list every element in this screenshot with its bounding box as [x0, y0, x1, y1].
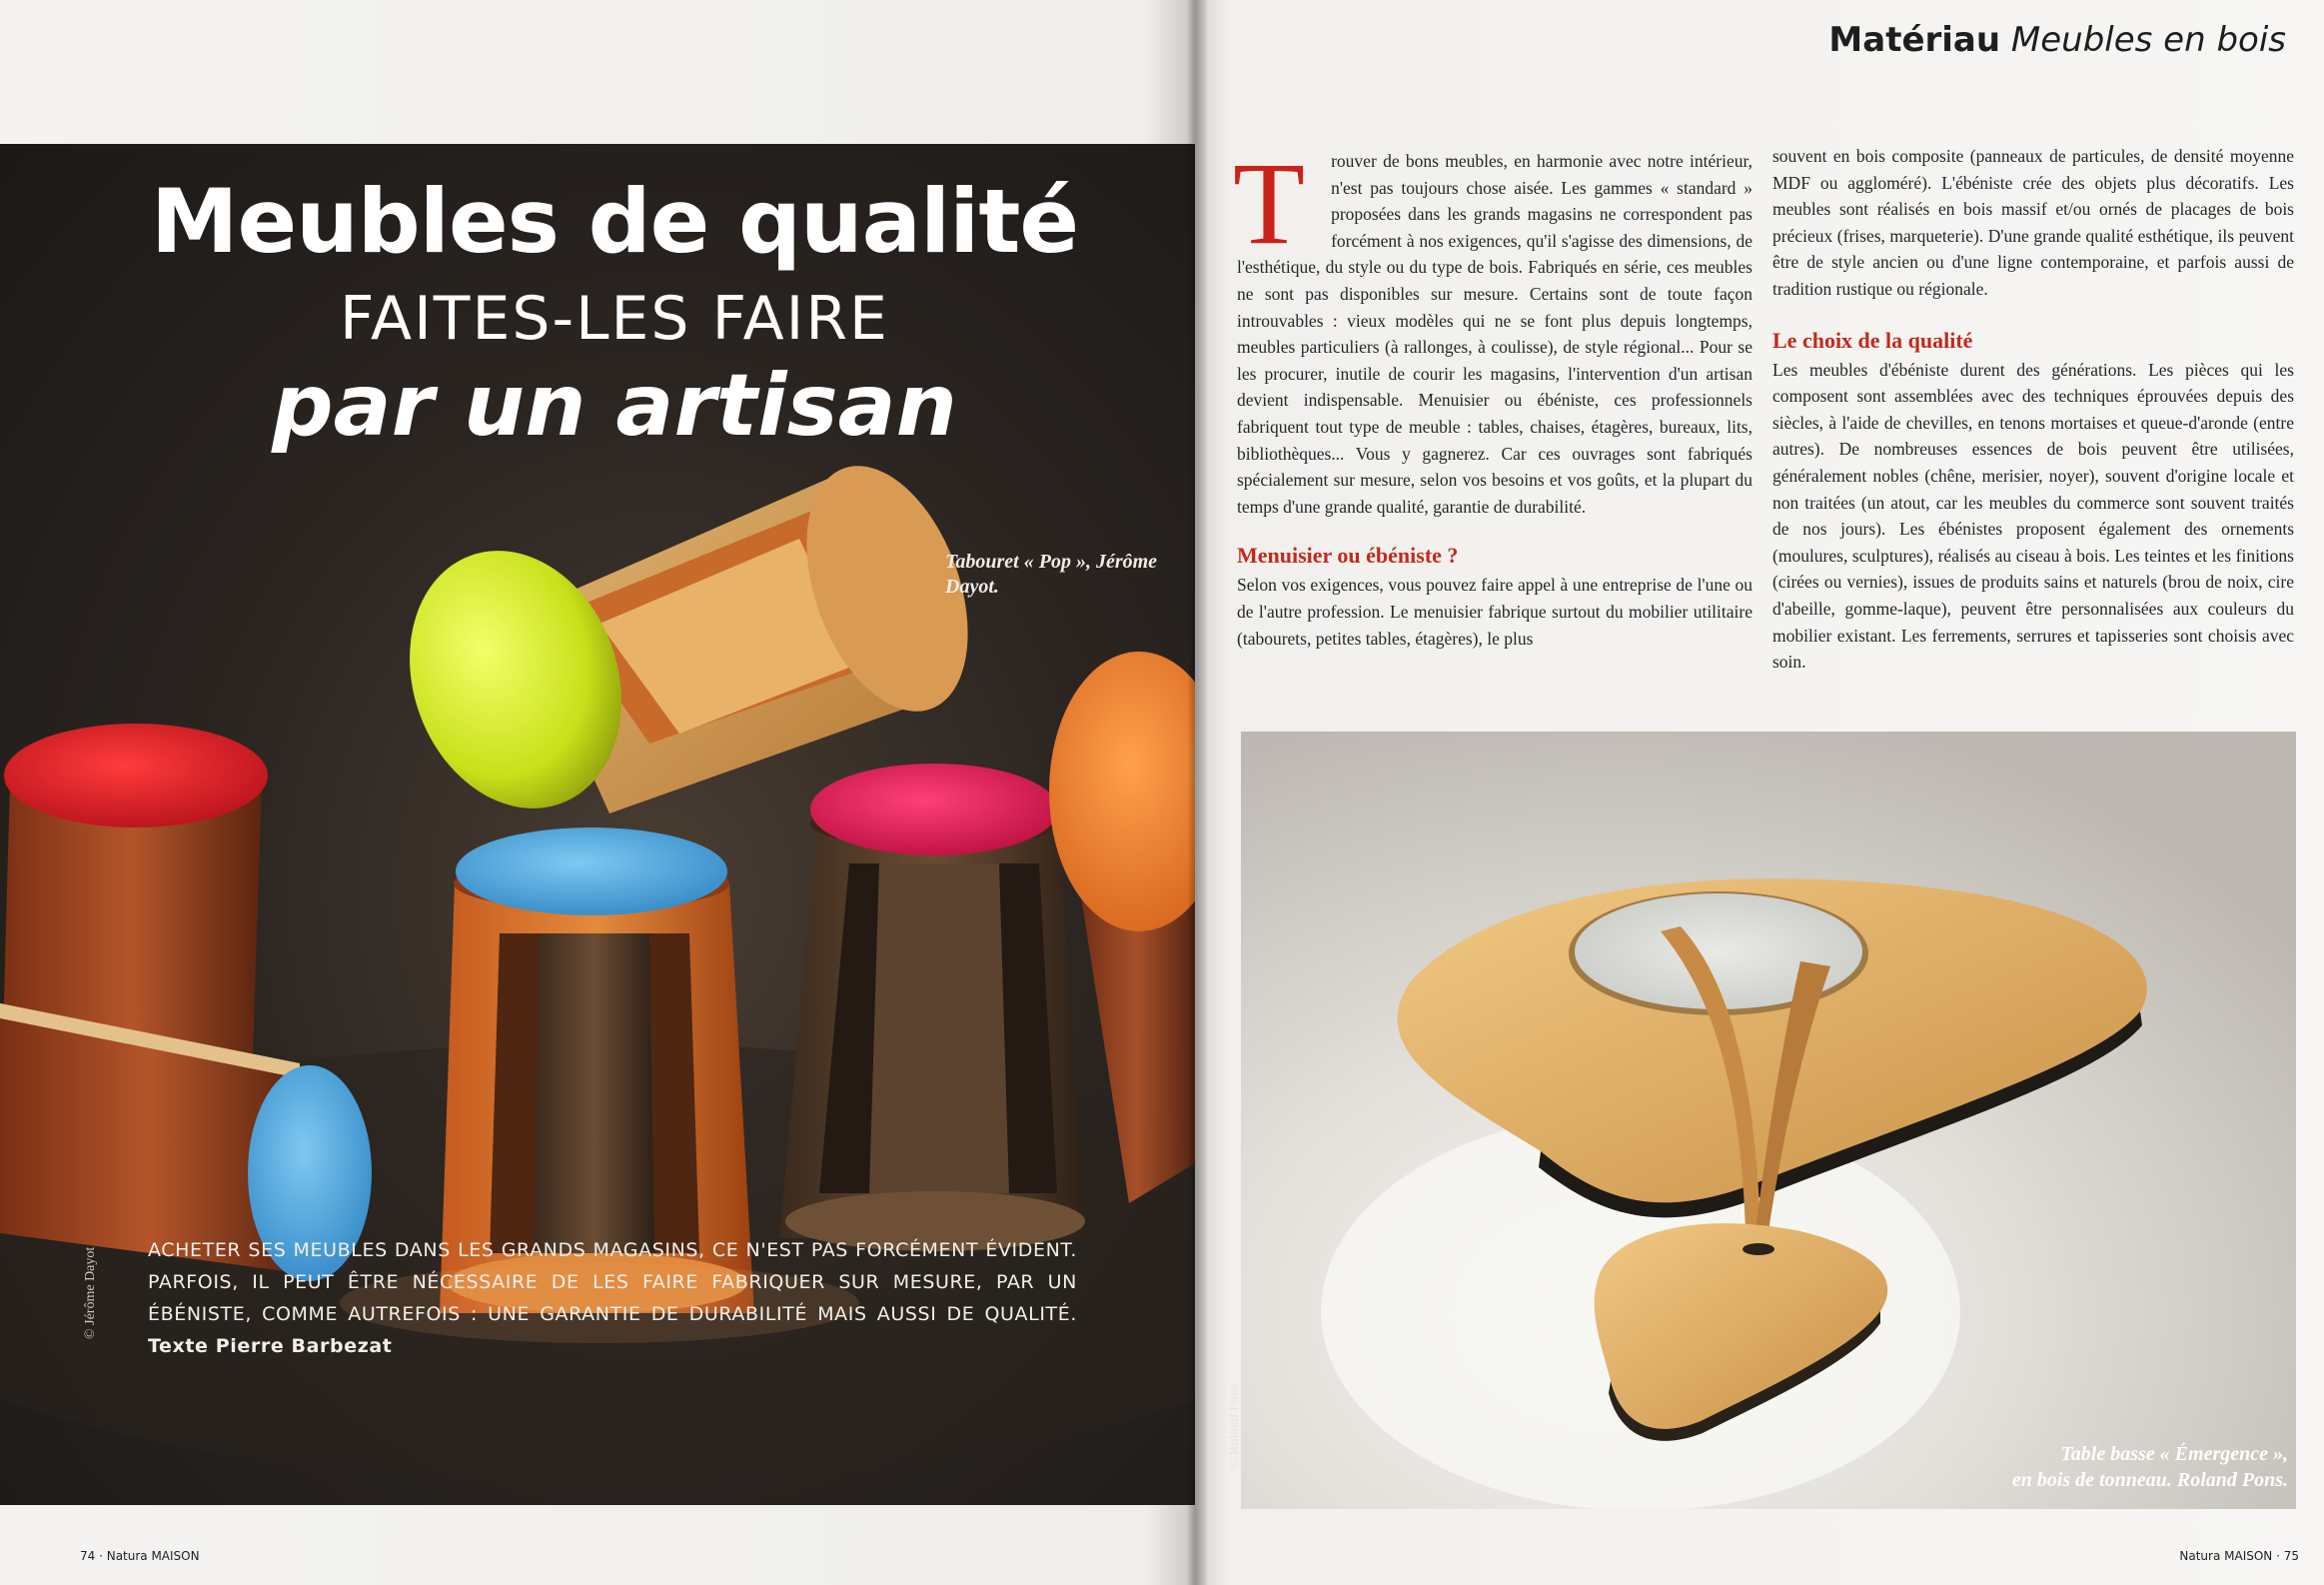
- subheading-menuisier: Menuisier ou ébéniste ?: [1237, 543, 1459, 569]
- headline-main: Meubles de qualité: [150, 170, 1079, 273]
- folio-right: Natura MAISON · 75: [2179, 1549, 2299, 1563]
- right-photo-credit: © Roland Pons: [1227, 1383, 1242, 1469]
- caption-line: Table basse « Émergence »,: [2060, 1443, 2288, 1465]
- coffee-table-illustration: [1241, 732, 2296, 1509]
- section-header: [1828, 20, 2286, 60]
- text-column-2: [1772, 143, 2294, 676]
- article-paragraph: Selon vos exigences, vous pouvez faire appel à une entreprise de l'une ou de l'autre profession. Le menuisier fabrique surtout du mobilier utilitaire (tabourets, petites tables, étagères), le plus: [1237, 575, 1752, 649]
- text-column-1: [1233, 138, 1752, 652]
- headline-sub-italic: par un artisan: [272, 356, 957, 456]
- coffee-table-photo: [1241, 732, 2296, 1509]
- intro-paragraph: [148, 1234, 1077, 1362]
- article-paragraph: [1233, 138, 1752, 520]
- subheading-qualite: Le choix de la qualité: [1772, 327, 1973, 353]
- drop-cap: T: [1233, 138, 1306, 269]
- headline-sub: FAITES-LES FAIRE: [340, 284, 889, 354]
- section-topic: Meubles en bois: [2010, 20, 2286, 60]
- caption-line: en bois de tonneau. Roland Pons.: [2011, 1469, 2288, 1491]
- paragraph-text: rouver de bons meubles, en harmonie avec notre intérieur, n'est pas toujours chose aisée. Les gammes « standard » proposées dans les grands magasins ne correspondent pas forcément à nos exigences, qu'il s'agisse des dimensions, de l'esthétique, du style ou du type de bois. Fabriqués en série, ces meubles ne sont pas disponibles sur mesure. Certains sont de toute façon introuvables : vieux modèles qui ne se font plus depuis longtemps, meubles particuliers (à rallonges, à coulisse), de style régional... Pour se les procurer, inutile de courir les magasins, l'intervention d'un artisan devient indispensable. Menuisier ou ébéniste, ces professionnels fabriquent tout type de meuble : tables, chaises, étagères, bureaux, lits, bibliothèques... Vous y gagnerez. Car ces ouvrages sont fabriqués spécialement sur mesure, selon vos besoins et vos goûts, et la plupart du temps d'une grande qualité, garantie de durabilité.: [1237, 151, 1752, 517]
- article-paragraph: souvent en bois composite (panneaux de particules, de densité moyenne MDF ou aggloméré). L'ébéniste crée des objets plus décoratifs. Les meubles sont réalisés en bois massif et/ou ornés de placages de bois précieux (frises, marqueterie). D'une grande qualité esthétique, ils peuvent être de style ancien ou d'une ligne contemporaine, et parfois aussi de tradition rustique ou régionale.: [1772, 146, 2294, 299]
- folio-left: 74 · Natura MAISON: [80, 1549, 200, 1563]
- article-paragraph: Les meubles d'ébéniste durent des générations. Les pièces qui les composent sont assemblées avec des techniques éprouvées depuis des siècles, à l'aide de chevilles, en tenons mortaises et queue-d'aronde (entre autres). De nombreuses essences de bois peuvent être utilisées, généralement nobles (chêne, merisier, noyer), souvent d'origine locale et non traitées (un atout, car les meubles du commerce sont souvent traités de nos jours). Les ébénistes proposent également des ornements (moulures, sculptures), réalisés au ciseau à bois. Les teintes et les finitions (cirées ou vernies), issues de produits sains et naturels (brou de noix, cire d'abeille, gomme-laque), peuvent être personnalisées aux couleurs du mobilier existant. Les ferrements, serrures et tapisseries sont choisis avec soin.: [1772, 359, 2294, 673]
- table-photo-caption: [2012, 1441, 2288, 1493]
- section-label: Matériau: [1828, 20, 2001, 60]
- right-page: [1195, 0, 2324, 1585]
- left-photo-credit: © Jérôme Dayot: [83, 1246, 98, 1339]
- stool-photo-caption: Tabouret « Pop », Jérôme Dayot.: [945, 551, 1158, 598]
- author-credit: Texte Pierre Barbezat: [148, 1335, 393, 1357]
- intro-text: ACHETER SES MEUBLES DANS LES GRANDS MAGASINS, CE N'EST PAS FORCÉMENT ÉVIDENT. PARFOIS, IL PEUT ÊTRE NÉCESSAIRE DE LES FAIRE FABRIQUER SUR MESURE, PAR UN ÉBÉNISTE, COMME AUTREFOIS : UNE GARANTIE DE DURABILITÉ MAIS AUSSI DE QUALITÉ.: [148, 1239, 1077, 1325]
